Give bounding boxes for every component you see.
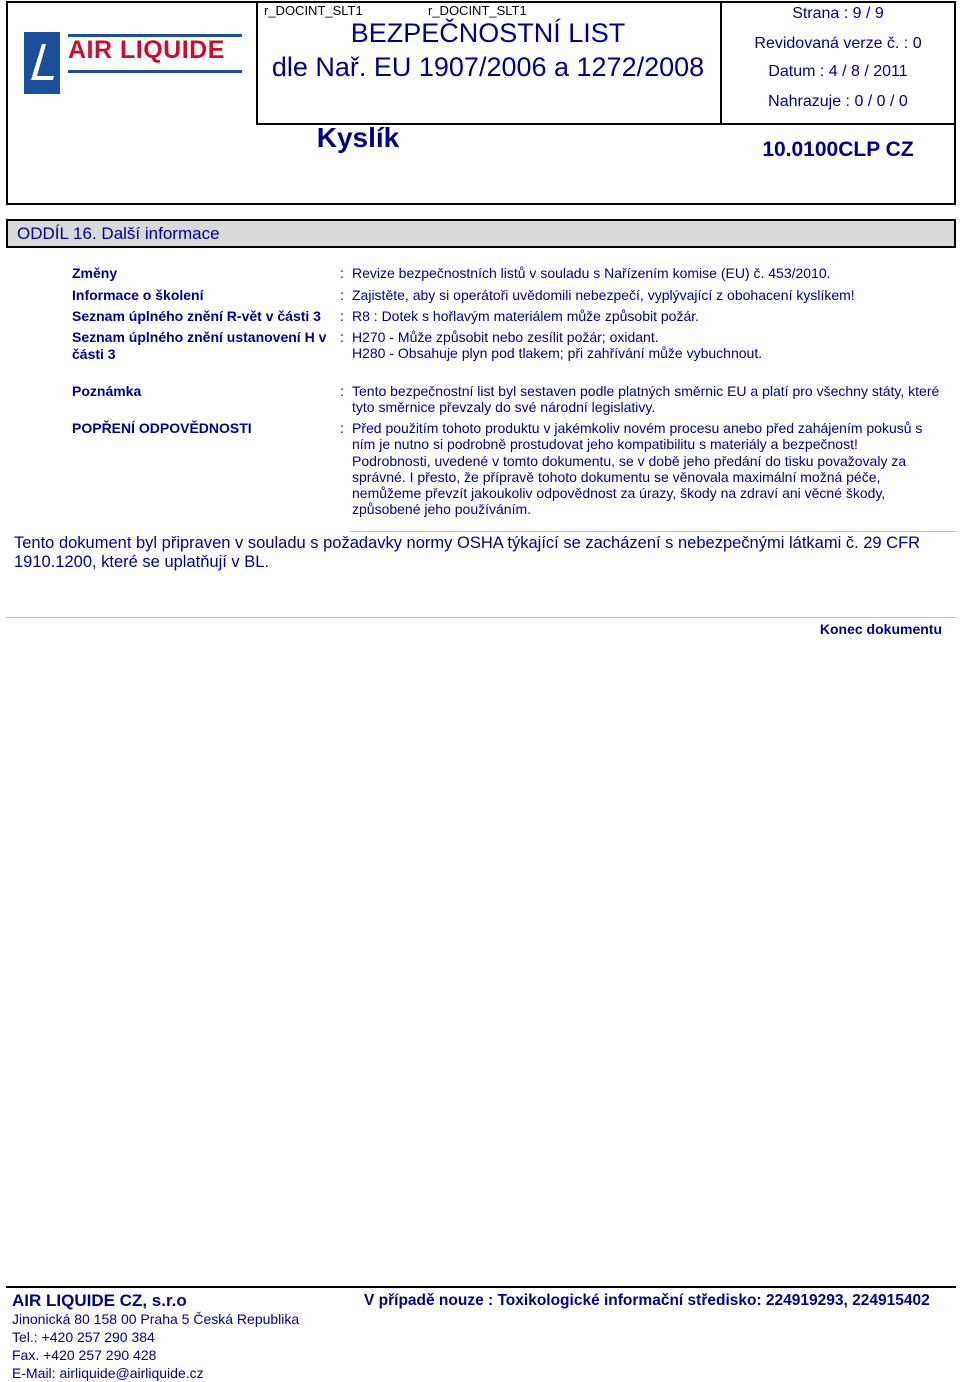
value-line: H280 - Obsahuje plyn pod tlakem; při zahřívání může vybuchnout. — [352, 345, 763, 362]
revision-number: Revidovaná verze č. : 0 — [754, 35, 922, 52]
docint-right: r_DOCINT_SLT1 — [428, 3, 527, 18]
section-number: ODDÍL 16. — [17, 224, 97, 243]
footer-company: AIR LIQUIDE CZ, s.r.o — [12, 1291, 187, 1310]
product-name: Kyslík — [316, 122, 400, 153]
revision-date: Datum : 4 / 8 / 2011 — [768, 63, 908, 80]
document-subtitle: dle Nař. EU 1907/2006 a 1272/2008 — [271, 52, 705, 82]
row-colon: : — [340, 287, 344, 303]
value-line: H270 - Může způsobit nebo zesílit požár; oxidant. — [352, 329, 659, 345]
row-colon: : — [340, 265, 344, 281]
row-label-changes: Změny — [72, 265, 118, 281]
value-line: Revize bezpečnostních listů v souladu s Nařízením komise (EU) č. 453/2010. — [352, 265, 831, 281]
row-label-h-statements: Seznam úplného znění ustanovení H v části 3 — [72, 329, 327, 362]
value-line: Zajistěte, aby si operátoři uvědomili nebezpečí, vyplývající z obohacení kyslíkem! — [352, 287, 855, 303]
row-colon: : — [340, 420, 344, 436]
value-line: R8 : Dotek s hořlavým materiálem může způsobit požár. — [352, 308, 700, 324]
footer-fax: Fax. +420 257 290 428 — [12, 1347, 157, 1363]
air-liquide-logo — [22, 30, 244, 96]
row-value-disclaimer — [352, 420, 942, 518]
footer-emergency: V případě nouze : Toxikologické informační středisko: 224919293, 224915402 — [364, 1292, 930, 1309]
row-label-training: Informace o školení — [72, 287, 204, 303]
logo-text: AIR LIQUIDE — [68, 36, 225, 64]
value-line: Podrobnosti, uvedené v tomto dokumentu, se v době jeho předání do tisku považovaly za správné. I přesto, že přípravě tohoto dokumentu se věnovala maximální možná péče, nemůžeme převzít jakoukoliv odpovědnost za úrazy, škody na zdraví ani věcné škody, způsobené jeho používáním. — [352, 452, 907, 518]
logo-emblem-icon — [22, 30, 62, 96]
row-value-training — [352, 287, 942, 303]
end-of-document: Konec dokumentu — [819, 621, 942, 637]
row-value-h-statements — [352, 329, 942, 362]
replaces-date: Nahrazuje : 0 / 0 / 0 — [768, 93, 908, 110]
divider — [6, 617, 956, 618]
value-line: Před použitím tohoto produktu v jakémkoliv novém procesu anebo před zahájením pokusů s ním je nutno si podrobně prostudovat jeho kompatibilitu s materiály a bezpečnost! — [352, 420, 923, 453]
footer-rule — [6, 1286, 956, 1288]
footer-address: Jinonická 80 158 00 Praha 5 Česká Republika — [12, 1311, 300, 1327]
footer-email: E-Mail: airliquide@airliquide.cz — [12, 1365, 204, 1381]
footer-tel: Tel.: +420 257 290 384 — [12, 1329, 155, 1345]
value-line: Tento bezpečnostní list byl sestaven podle platných směrnic EU a platí pro všechny státy, které tyto směrnice převzaly do své národní legislativy. — [352, 383, 940, 416]
row-value-r-phrases — [352, 308, 942, 324]
row-colon: : — [340, 383, 344, 399]
row-colon: : — [340, 308, 344, 324]
divider — [350, 531, 956, 532]
row-colon: : — [340, 329, 344, 345]
document-title: BEZPEČNOSTNÍ LIST — [350, 18, 626, 48]
document-code: 10.0100CLP CZ — [762, 138, 914, 161]
row-value-changes — [352, 265, 942, 281]
docint-left: r_DOCINT_SLT1 — [264, 3, 363, 18]
row-label-disclaimer: POPŘENÍ ODPOVĚDNOSTI — [72, 420, 252, 436]
section-heading — [6, 219, 956, 248]
page-number: Strana : 9 / 9 — [792, 5, 884, 22]
row-label-note: Poznámka — [72, 383, 142, 399]
section-name: Další informace — [101, 224, 220, 243]
row-value-note — [352, 383, 942, 416]
osha-note: Tento dokument byl připraven v souladu s požadavky normy OSHA týkající se zacházení s nebezpečnými látkami č. 29 CFR 1910.1200, které se uplatňují v BL. — [14, 534, 921, 571]
logo-stripe — [68, 70, 242, 73]
row-label-r-phrases: Seznam úplného znění R-vět v části 3 — [72, 308, 321, 324]
